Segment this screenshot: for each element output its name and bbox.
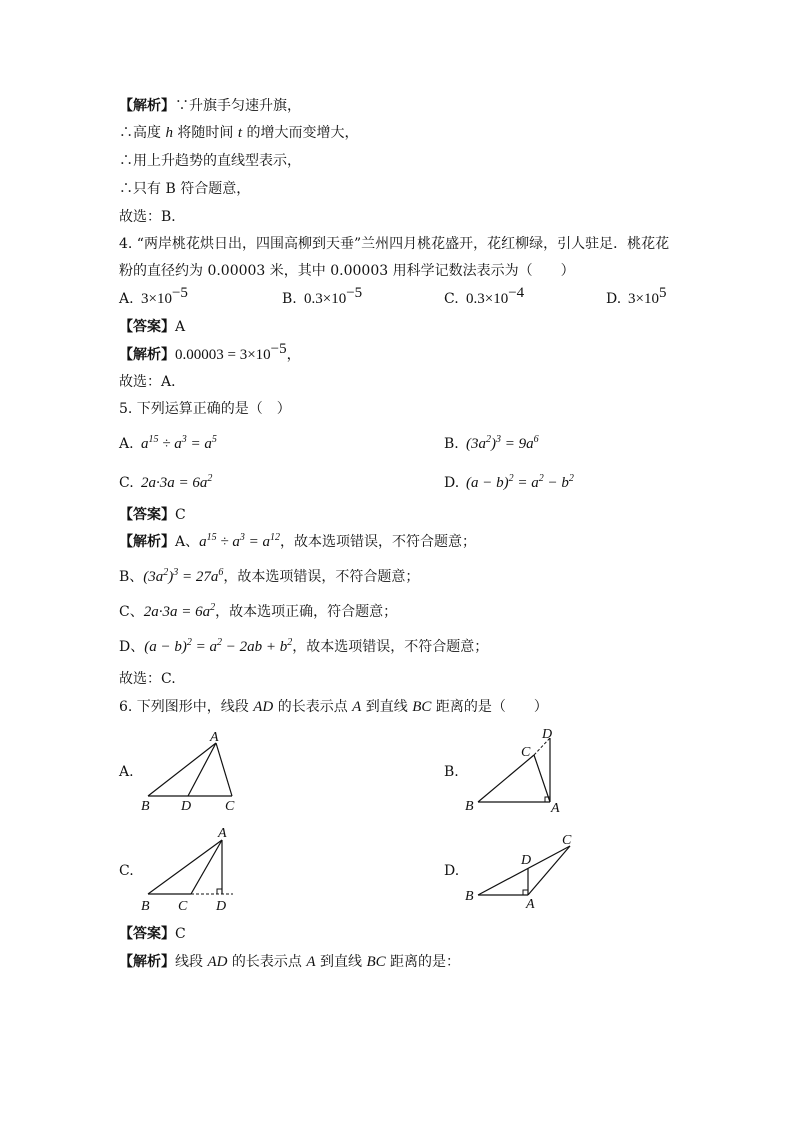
q6-figure-b — [460, 722, 570, 818]
point-label-a: A — [551, 801, 560, 816]
q4-stem-line-1: 4. “两岸桃花烘日出，四围高柳到天垂”兰州四月桃花盛开，花红柳绿，引人驻足．桃花花 — [119, 236, 670, 252]
q4-choose: 故选：A． — [119, 374, 186, 390]
point-label-c: C — [225, 799, 235, 814]
q6-answer: 【答案】C — [119, 926, 186, 942]
q5-stem: 5. 下列运算正确的是（ ） — [119, 401, 291, 417]
point-label-b: B — [465, 799, 474, 814]
analysis-line-4: ∴只有 B 符合题意， — [119, 181, 251, 197]
q4-analysis: 【解析】$0.00003 = 3\times 10^{-5}$， — [119, 341, 301, 363]
q4-option-d: D. $3\times 10^5$ — [606, 285, 667, 307]
q4-option-b: B. $0.3\times 10^{-5}$ — [282, 285, 363, 307]
analysis-line-2: ∴高度 h 将随时间 t 的增大而变增大， — [119, 125, 359, 141]
q4-stem-line-2: 粉的直径约为 0.00003 米，其中 0.00003 用科学记数法表示为（ ） — [119, 263, 575, 279]
point-label-c: C — [521, 745, 531, 760]
point-label-b: B — [141, 799, 150, 814]
q4-answer: 【答案】A — [119, 319, 186, 335]
point-label-a: A — [218, 826, 227, 841]
q6-figure-d — [460, 826, 580, 912]
q6-option-a-label: A. — [119, 764, 134, 780]
q5-answer: 【答案】C — [119, 507, 186, 523]
q6-figure-c — [136, 822, 246, 918]
q5-option-a: A. $a^{15} \div a^3 = a^5$ — [119, 434, 217, 452]
point-label-d: D — [521, 853, 532, 868]
q6-option-c-label: C. — [119, 863, 134, 879]
q4-option-c: C. $0.3\times 10^{-4}$ — [444, 285, 525, 307]
q5-option-c: C. $2a\cdot 3a = 6a^2$ — [119, 473, 213, 491]
q5-analysis-c: C、$2a\cdot 3a = 6a^2$，故本选项正确，符合题意； — [119, 602, 398, 620]
q5-option-b: B. $(3a^2)^3 = 9a^6$ — [444, 434, 539, 452]
q4-option-a: A. $3\times 10^{-5}$ — [119, 285, 188, 307]
analysis-line-1: 【解析】∵升旗手匀速升旗， — [119, 98, 301, 114]
q6-analysis: 【解析】线段 AD 的长表示点 A 到直线 BC 距离的是： — [119, 954, 461, 970]
q5-option-d: D. $(a - b)^2 = a^2 - b^2$ — [444, 473, 574, 491]
q6-option-b-label: B. — [444, 764, 459, 780]
point-label-c: C — [178, 899, 188, 914]
q5-analysis-d: D、$(a - b)^2 = a^2 - 2ab + b^2$，故本选项错误，不符合题意； — [119, 637, 489, 655]
point-label-d: D — [181, 799, 192, 814]
point-label-c: C — [562, 833, 572, 848]
q5-analysis-a: 【解析】A、$a^{15} \div a^3 = a^{12}$，故本选项错误，不符合题意； — [119, 532, 476, 550]
q6-figure-a — [138, 728, 248, 814]
point-label-a: A — [526, 897, 535, 912]
point-label-b: B — [141, 899, 150, 914]
q6-stem: 6. 下列图形中，线段 AD 的长表示点 A 到直线 BC 距离的是（ ） — [119, 699, 548, 715]
q5-choose: 故选：C. — [119, 671, 176, 687]
q5-analysis-b: B、$(3a^2)^3 = 27a^6$，故本选项错误，不符合题意； — [119, 567, 420, 585]
point-label-a: A — [210, 730, 219, 745]
analysis-line-3: ∴用上升趋势的直线型表示， — [119, 153, 301, 169]
point-label-d: D — [216, 899, 227, 914]
analysis-choose: 故选：B． — [119, 209, 186, 225]
q6-option-d-label: D. — [444, 863, 460, 879]
point-label-b: B — [465, 889, 474, 904]
point-label-d: D — [542, 727, 553, 742]
